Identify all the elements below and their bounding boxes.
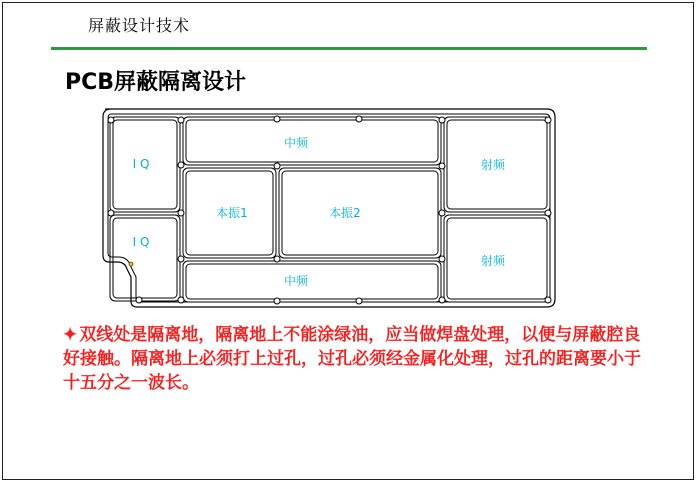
- bullet-icon: ✦: [63, 325, 78, 345]
- label-lo2: 本振2: [329, 206, 361, 220]
- label-lo1: 本振1: [216, 206, 248, 220]
- label-if-bottom: 中频: [283, 274, 309, 288]
- compartment-if-bottom: [183, 261, 441, 302]
- header-rule: [51, 47, 647, 50]
- body-text: 双线处是隔离地，隔离地上不能涂绿油，应当做焊盘处理，以便与屏蔽腔良好接触。隔离地上必须打上过孔，过孔必须经金属化处理，过孔的距离要小于十五分之一波长。: [63, 325, 641, 393]
- header-title: 屏蔽设计技术: [88, 16, 191, 35]
- label-rf-top: 射频: [480, 158, 506, 172]
- pcb-layout-diagram: [99, 107, 559, 309]
- label-iq-bottom: I Q: [132, 235, 150, 249]
- label-if-top: 中频: [283, 136, 309, 150]
- slide-title: PCB屏蔽隔离设计: [65, 70, 247, 95]
- compartment-iq-bottom: [110, 215, 180, 301]
- body-paragraph: [63, 323, 653, 395]
- slide: [2, 2, 694, 480]
- label-rf-bottom: 射频: [480, 254, 506, 268]
- label-iq-top: I Q: [132, 157, 150, 171]
- pin-marker: [129, 262, 133, 266]
- compartment-if-top: [183, 117, 441, 165]
